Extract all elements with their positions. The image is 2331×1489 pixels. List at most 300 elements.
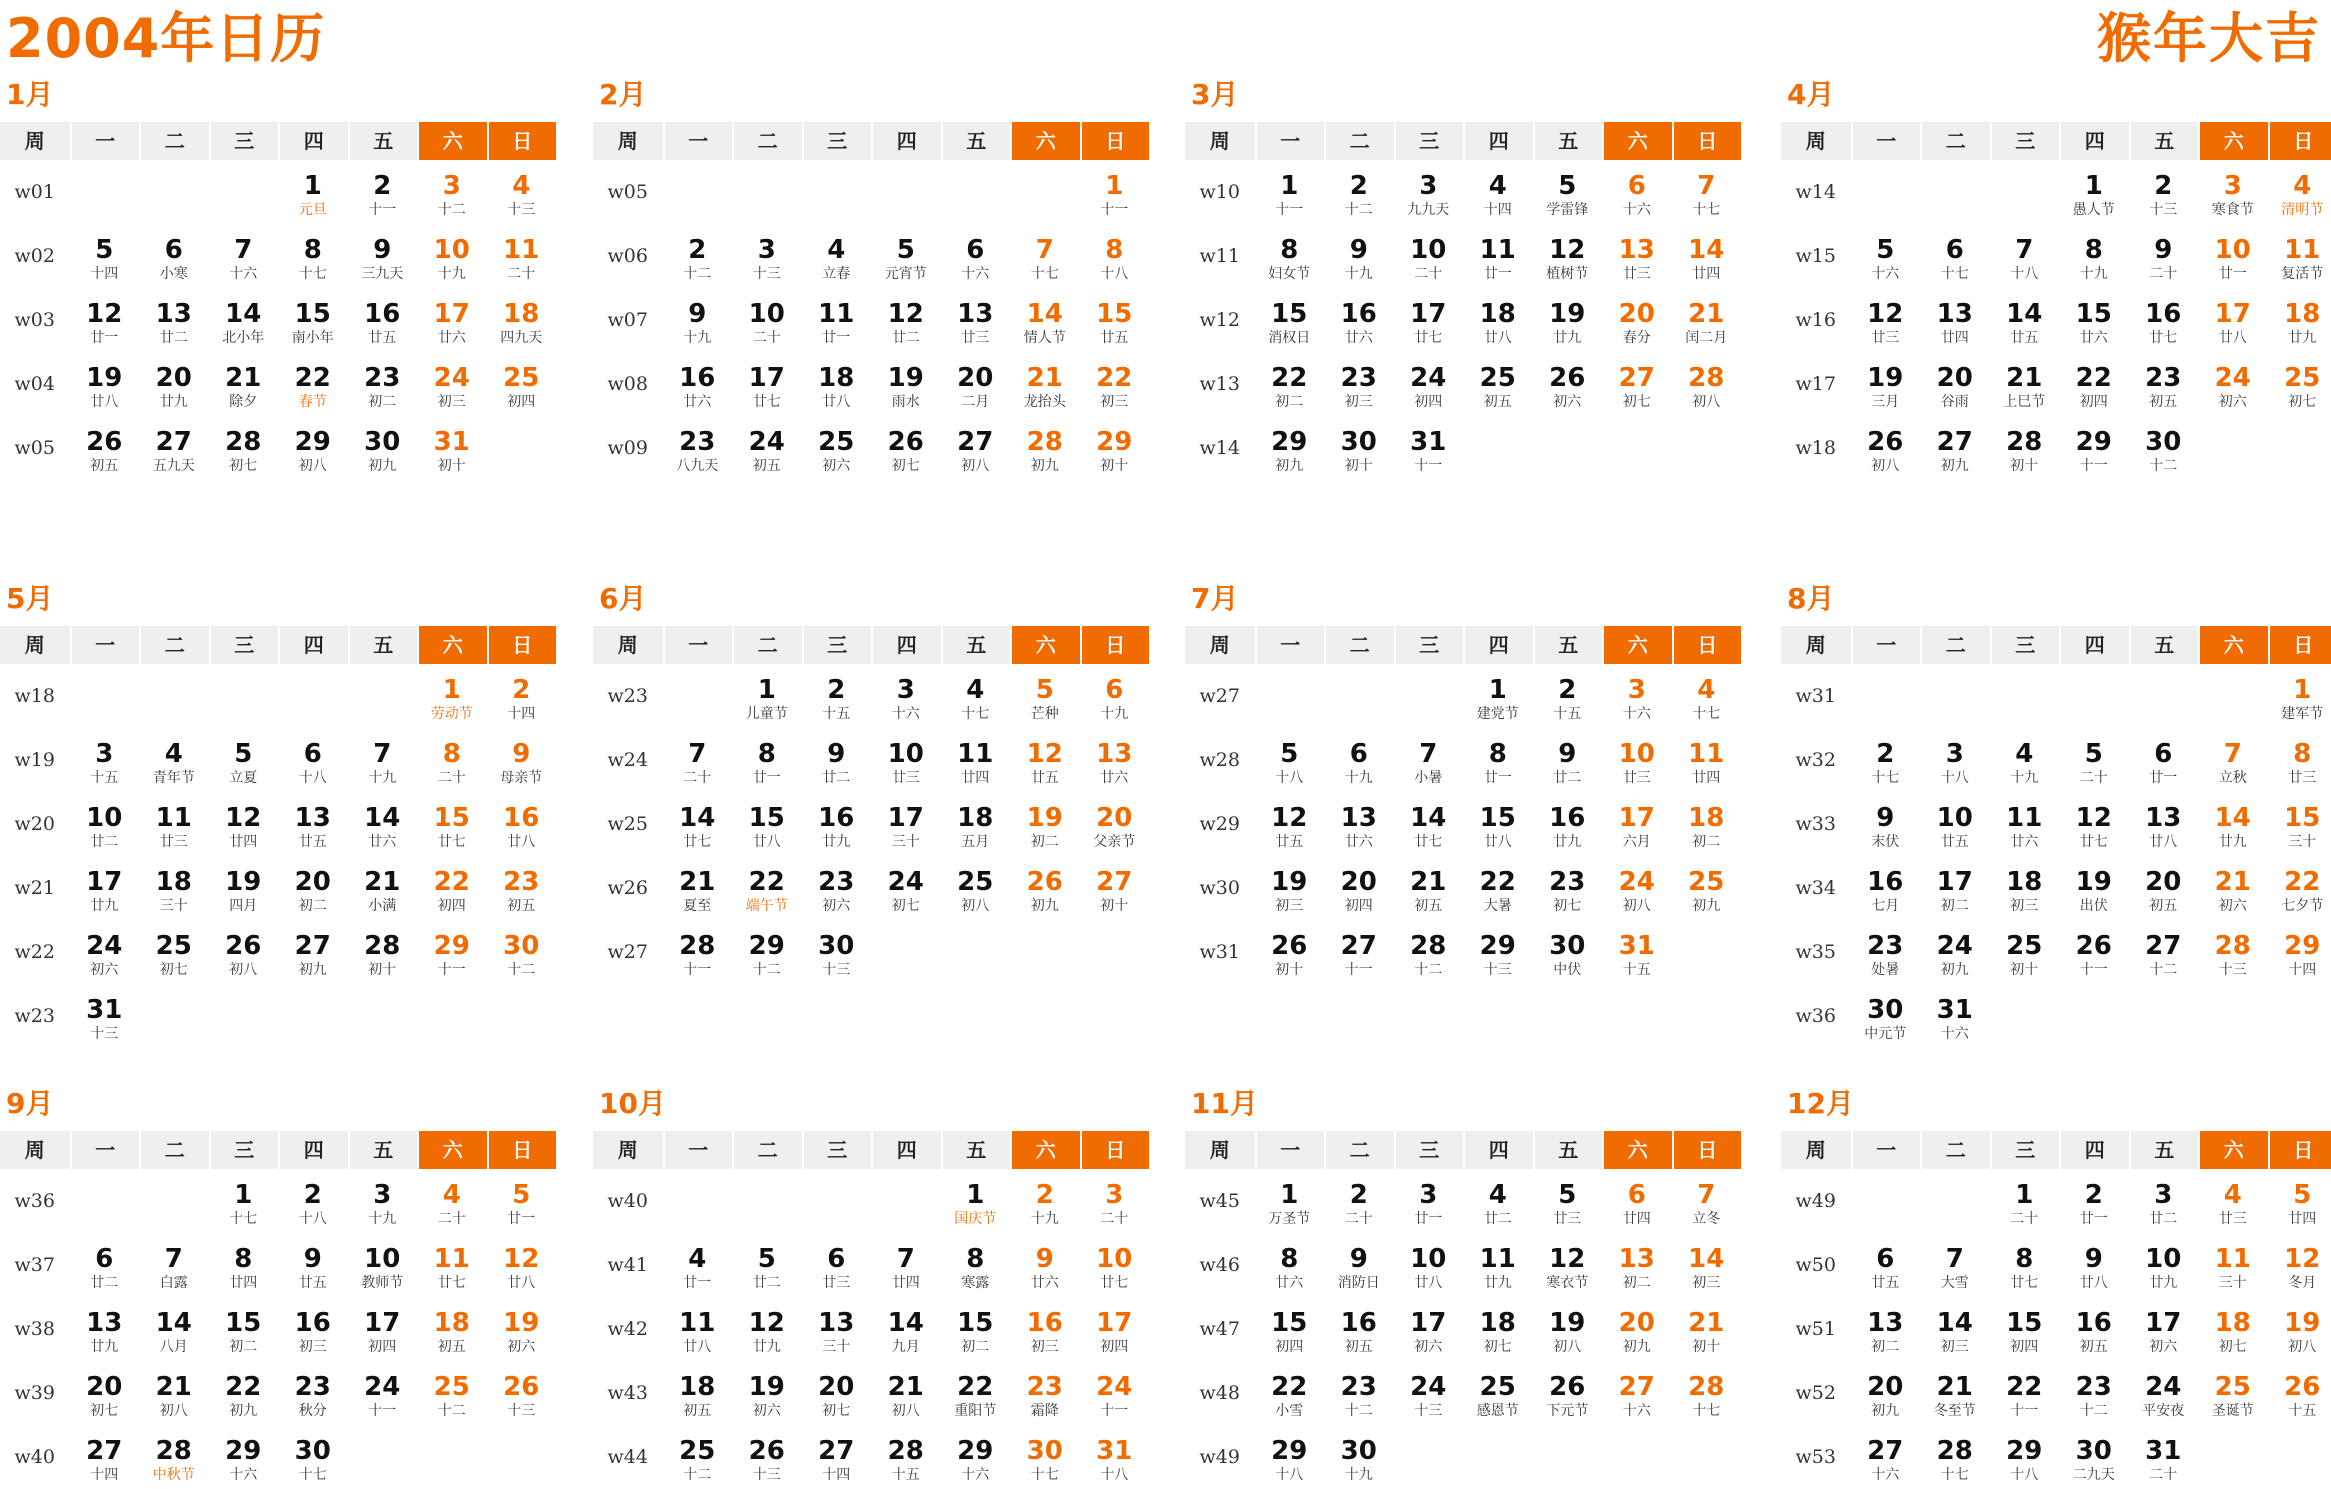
lunar-label: 初七 (1463, 1338, 1533, 1356)
day-cell (1394, 856, 1464, 920)
day-cell (1851, 984, 1921, 1048)
lunar-label: 初八 (941, 457, 1011, 475)
empty-cell (663, 160, 733, 224)
lunar-label: 建军节 (2268, 705, 2331, 723)
day-number: 30 (1533, 920, 1603, 961)
day-cell (1851, 416, 1921, 480)
weekday-header: 五 (941, 1131, 1011, 1169)
day-number: 6 (2129, 728, 2199, 769)
day-number: 28 (871, 1425, 941, 1466)
day-number: 15 (1080, 288, 1150, 329)
empty-cell (1672, 920, 1742, 984)
day-number: 19 (70, 352, 140, 393)
empty-cell (871, 1169, 941, 1233)
day-cell (2268, 352, 2331, 416)
day-number: 17 (1080, 1297, 1150, 1338)
lunar-label: 初八 (209, 961, 279, 979)
lunar-label: 初七 (70, 1402, 140, 1420)
day-number: 18 (941, 792, 1011, 833)
day-number: 24 (2129, 1361, 2199, 1402)
day-cell (1533, 728, 1603, 792)
weekday-header: 六 (1602, 122, 1672, 160)
day-cell (1324, 1361, 1394, 1425)
week-number: w02 (0, 224, 70, 288)
week-number: w26 (593, 856, 663, 920)
week-header-label: 周 (1185, 122, 1255, 160)
lunar-label: 儿童节 (732, 705, 802, 723)
day-cell (1394, 920, 1464, 984)
day-number: 14 (1672, 224, 1742, 265)
day-cell (1394, 224, 1464, 288)
day-number: 6 (139, 224, 209, 265)
day-cell (1080, 160, 1150, 224)
lunar-label: 初六 (732, 1402, 802, 1420)
empty-cell (278, 984, 348, 1048)
day-number: 7 (139, 1233, 209, 1274)
day-number: 22 (2059, 352, 2129, 393)
lunar-label: 十四 (487, 705, 557, 723)
day-cell (1920, 792, 1990, 856)
lunar-label: 六月 (1602, 833, 1672, 851)
day-cell (2198, 856, 2268, 920)
lunar-label: 初六 (2198, 897, 2268, 915)
day-cell (209, 224, 279, 288)
day-cell (2059, 728, 2129, 792)
day-number: 25 (1463, 352, 1533, 393)
day-number: 16 (278, 1297, 348, 1338)
day-cell (1533, 160, 1603, 224)
day-cell (1255, 288, 1325, 352)
lunar-label: 寒食节 (2198, 201, 2268, 219)
empty-cell (417, 984, 487, 1048)
week-number: w40 (0, 1425, 70, 1489)
day-number: 20 (941, 352, 1011, 393)
day-cell (802, 920, 872, 984)
lunar-label: 初九 (1255, 457, 1325, 475)
day-number: 26 (2059, 920, 2129, 961)
day-number: 24 (1394, 352, 1464, 393)
empty-cell (871, 920, 941, 984)
day-cell (732, 1361, 802, 1425)
day-cell (1463, 288, 1533, 352)
day-number: 13 (70, 1297, 140, 1338)
day-cell (1010, 1361, 1080, 1425)
day-cell (1920, 1425, 1990, 1489)
empty-cell (139, 160, 209, 224)
lunar-label: 除夕 (209, 393, 279, 411)
day-number: 27 (1602, 1361, 1672, 1402)
lunar-label: 初九 (348, 457, 418, 475)
weekday-header: 四 (1463, 626, 1533, 664)
weekday-header: 二 (732, 626, 802, 664)
day-number: 14 (1010, 288, 1080, 329)
day-cell (2198, 288, 2268, 352)
lunar-label: 十九 (417, 265, 487, 283)
day-cell (941, 1425, 1011, 1489)
lunar-label: 十一 (2059, 961, 2129, 979)
lunar-label: 廿三 (139, 833, 209, 851)
lunar-label: 廿七 (1990, 1274, 2060, 1292)
weekday-header: 四 (2059, 626, 2129, 664)
day-number: 18 (417, 1297, 487, 1338)
day-cell (278, 792, 348, 856)
month-block (0, 1085, 556, 1489)
day-cell (1463, 792, 1533, 856)
day-cell (732, 856, 802, 920)
lunar-label: 廿八 (1463, 833, 1533, 851)
day-cell (1255, 1233, 1325, 1297)
day-cell (278, 352, 348, 416)
week-header-label: 周 (0, 122, 70, 160)
week-number: w17 (1781, 352, 1851, 416)
lunar-label: 青年节 (139, 769, 209, 787)
day-number: 13 (1920, 288, 1990, 329)
day-number: 15 (209, 1297, 279, 1338)
day-cell (139, 856, 209, 920)
day-cell (1463, 1361, 1533, 1425)
lunar-label: 廿六 (348, 833, 418, 851)
day-cell (1851, 1361, 1921, 1425)
day-number: 7 (663, 728, 733, 769)
day-number: 1 (1255, 1169, 1325, 1210)
lunar-label: 廿七 (1394, 329, 1464, 347)
weekday-header: 四 (278, 122, 348, 160)
lunar-label: 廿三 (941, 329, 1011, 347)
lunar-label: 廿九 (1463, 1274, 1533, 1292)
day-number: 30 (487, 920, 557, 961)
weekday-header: 三 (1990, 1131, 2060, 1169)
empty-cell (348, 664, 418, 728)
lunar-label: 初三 (1324, 393, 1394, 411)
day-number: 11 (1463, 224, 1533, 265)
day-number: 7 (1672, 160, 1742, 201)
day-number: 29 (732, 920, 802, 961)
lunar-label: 三月 (1851, 393, 1921, 411)
lunar-label: 十四 (2268, 961, 2331, 979)
day-cell (348, 1297, 418, 1361)
day-cell (2198, 1169, 2268, 1233)
day-number: 11 (139, 792, 209, 833)
day-cell (1394, 160, 1464, 224)
lunar-label: 十九 (348, 1210, 418, 1228)
weekday-header: 一 (1851, 122, 1921, 160)
lunar-label: 二十 (732, 329, 802, 347)
day-cell (732, 1425, 802, 1489)
day-cell (1920, 224, 1990, 288)
day-cell (1255, 792, 1325, 856)
day-cell (487, 1233, 557, 1297)
week-number: w32 (1781, 728, 1851, 792)
lunar-label: 元宵节 (871, 265, 941, 283)
day-cell (1672, 160, 1742, 224)
day-number: 4 (2268, 160, 2331, 201)
weekday-header: 五 (348, 626, 418, 664)
day-number: 9 (1851, 792, 1921, 833)
empty-cell (1920, 1169, 1990, 1233)
day-number: 10 (348, 1233, 418, 1274)
day-cell (2268, 288, 2331, 352)
lunar-label: 十九 (348, 769, 418, 787)
day-cell (941, 792, 1011, 856)
weekday-header: 一 (70, 1131, 140, 1169)
day-number: 9 (1533, 728, 1603, 769)
lunar-label: 廿四 (1672, 265, 1742, 283)
day-cell (663, 856, 733, 920)
weekday-header: 日 (1672, 1131, 1742, 1169)
lunar-label: 四九天 (487, 329, 557, 347)
lunar-label: 十三 (2129, 201, 2199, 219)
day-number: 16 (1533, 792, 1603, 833)
day-cell (663, 792, 733, 856)
day-number: 13 (2129, 792, 2199, 833)
day-cell (487, 856, 557, 920)
day-cell (348, 728, 418, 792)
day-cell (2059, 224, 2129, 288)
day-number: 13 (1080, 728, 1150, 769)
lunar-label: 初十 (1672, 1338, 1742, 1356)
day-cell (139, 224, 209, 288)
day-cell (1394, 792, 1464, 856)
lunar-label: 廿六 (663, 393, 733, 411)
empty-cell (348, 984, 418, 1048)
day-number: 19 (1533, 288, 1603, 329)
day-cell (1463, 1233, 1533, 1297)
weekday-header: 六 (417, 1131, 487, 1169)
day-number: 8 (1255, 224, 1325, 265)
day-number: 10 (70, 792, 140, 833)
lunar-label: 闰二月 (1672, 329, 1742, 347)
day-number: 1 (941, 1169, 1011, 1210)
day-cell (1851, 1297, 1921, 1361)
lunar-label: 十二 (2129, 457, 2199, 475)
lunar-label: 十六 (1851, 1466, 1921, 1484)
weekday-header: 日 (2268, 1131, 2331, 1169)
day-number: 1 (732, 664, 802, 705)
day-cell (348, 160, 418, 224)
lunar-label: 廿三 (2268, 769, 2331, 787)
lunar-label: 三十 (802, 1338, 872, 1356)
month-block (1781, 1085, 2331, 1489)
lunar-label: 初八 (941, 897, 1011, 915)
empty-cell (1672, 1425, 1742, 1489)
day-cell (70, 224, 140, 288)
empty-cell (209, 160, 279, 224)
lunar-label: 小满 (348, 897, 418, 915)
empty-cell (70, 664, 140, 728)
day-cell (1463, 920, 1533, 984)
day-cell (1990, 1233, 2060, 1297)
week-number: w42 (593, 1297, 663, 1361)
lunar-label: 廿三 (1602, 265, 1672, 283)
lunar-label: 十六 (1851, 265, 1921, 283)
lunar-label: 初八 (1851, 457, 1921, 475)
month-block (1185, 1085, 1741, 1489)
day-number: 23 (1851, 920, 1921, 961)
week-number: w49 (1781, 1169, 1851, 1233)
lunar-label: 初二 (1920, 897, 1990, 915)
day-number: 25 (139, 920, 209, 961)
week-header-label: 周 (593, 626, 663, 664)
lunar-label: 愚人节 (2059, 201, 2129, 219)
day-cell (209, 1425, 279, 1489)
lunar-label: 十九 (1324, 1466, 1394, 1484)
day-number: 19 (1851, 352, 1921, 393)
day-number: 25 (487, 352, 557, 393)
day-cell (802, 856, 872, 920)
lunar-label: 初十 (1990, 961, 2060, 979)
month-name: 4月 (1781, 76, 2331, 114)
lunar-label: 廿九 (2198, 833, 2268, 851)
day-number: 19 (1533, 1297, 1603, 1338)
day-cell (1602, 792, 1672, 856)
day-cell (417, 224, 487, 288)
day-number: 22 (1080, 352, 1150, 393)
day-cell (1463, 224, 1533, 288)
day-number: 26 (1533, 352, 1603, 393)
day-number: 21 (348, 856, 418, 897)
day-cell (1080, 416, 1150, 480)
weekday-header: 六 (2198, 122, 2268, 160)
lunar-label: 廿五 (348, 329, 418, 347)
day-cell (1533, 792, 1603, 856)
day-cell (941, 288, 1011, 352)
lunar-label: 十七 (278, 265, 348, 283)
day-number: 9 (1324, 224, 1394, 265)
day-number: 27 (278, 920, 348, 961)
empty-cell (209, 664, 279, 728)
week-number: w09 (593, 416, 663, 480)
day-cell (1990, 1169, 2060, 1233)
weekday-header: 四 (871, 122, 941, 160)
lunar-label: 十一 (1394, 457, 1464, 475)
day-cell (2059, 1297, 2129, 1361)
lunar-label: 初五 (663, 1402, 733, 1420)
weekday-header: 五 (2129, 626, 2199, 664)
day-number: 12 (487, 1233, 557, 1274)
day-cell (871, 728, 941, 792)
day-cell (417, 792, 487, 856)
day-number: 16 (348, 288, 418, 329)
day-cell (1920, 984, 1990, 1048)
day-cell (1080, 728, 1150, 792)
day-cell (802, 728, 872, 792)
day-cell (802, 1233, 872, 1297)
day-number: 15 (732, 792, 802, 833)
day-cell (139, 1425, 209, 1489)
lunar-label: 廿一 (1463, 265, 1533, 283)
day-number: 23 (2059, 1361, 2129, 1402)
lunar-label: 学雷锋 (1533, 201, 1603, 219)
day-number: 26 (732, 1425, 802, 1466)
lunar-label: 十七 (1010, 1466, 1080, 1484)
lunar-label: 初十 (1990, 457, 2060, 475)
lunar-label: 廿七 (1080, 1274, 1150, 1292)
day-number: 22 (941, 1361, 1011, 1402)
day-cell (2268, 856, 2331, 920)
lunar-label: 十九 (1990, 769, 2060, 787)
day-cell (1324, 352, 1394, 416)
day-cell (1990, 920, 2060, 984)
day-cell (487, 664, 557, 728)
day-number: 8 (732, 728, 802, 769)
day-cell (1324, 224, 1394, 288)
day-number: 27 (1602, 352, 1672, 393)
lunar-label: 十九 (663, 329, 733, 347)
day-number: 25 (802, 416, 872, 457)
lunar-label: 中伏 (1533, 961, 1603, 979)
day-number: 4 (1463, 1169, 1533, 1210)
weekday-header: 二 (139, 626, 209, 664)
lunar-label: 初三 (1672, 1274, 1742, 1292)
day-cell (1672, 352, 1742, 416)
day-number: 21 (1990, 352, 2060, 393)
day-cell (1255, 416, 1325, 480)
lunar-label: 初四 (417, 897, 487, 915)
day-cell (2129, 288, 2199, 352)
day-number: 2 (663, 224, 733, 265)
lunar-label: 初六 (2198, 393, 2268, 411)
empty-cell (871, 160, 941, 224)
empty-cell (2198, 664, 2268, 728)
lunar-label: 廿七 (2129, 329, 2199, 347)
day-number: 2 (802, 664, 872, 705)
lunar-label: 十八 (1080, 1466, 1150, 1484)
weekday-header: 一 (1255, 122, 1325, 160)
day-number: 19 (871, 352, 941, 393)
day-number: 17 (417, 288, 487, 329)
week-number: w07 (593, 288, 663, 352)
day-number: 15 (1463, 792, 1533, 833)
lunar-label: 二十 (1080, 1210, 1150, 1228)
lunar-label: 廿六 (1990, 833, 2060, 851)
day-number: 9 (663, 288, 733, 329)
day-cell (1602, 728, 1672, 792)
lunar-label: 秋分 (278, 1402, 348, 1420)
day-number: 17 (348, 1297, 418, 1338)
day-number: 20 (1080, 792, 1150, 833)
day-cell (2129, 224, 2199, 288)
day-number: 7 (2198, 728, 2268, 769)
lunar-label: 廿四 (871, 1274, 941, 1292)
day-number: 23 (278, 1361, 348, 1402)
day-cell (487, 920, 557, 984)
day-cell (348, 1233, 418, 1297)
lunar-label: 二九天 (2059, 1466, 2129, 1484)
week-number: w41 (593, 1233, 663, 1297)
day-number: 11 (1990, 792, 2060, 833)
day-number: 25 (417, 1361, 487, 1402)
day-number: 14 (871, 1297, 941, 1338)
day-cell (1990, 792, 2060, 856)
lunar-label: 十七 (209, 1210, 279, 1228)
day-number: 18 (663, 1361, 733, 1402)
day-cell (1533, 920, 1603, 984)
day-number: 20 (1851, 1361, 1921, 1402)
day-number: 13 (941, 288, 1011, 329)
week-number: w24 (593, 728, 663, 792)
lunar-label: 初八 (1533, 1338, 1603, 1356)
day-number: 9 (487, 728, 557, 769)
lunar-label: 廿三 (1533, 1210, 1603, 1228)
day-cell (1010, 664, 1080, 728)
empty-cell (278, 664, 348, 728)
day-number: 9 (1010, 1233, 1080, 1274)
month-name: 11月 (1185, 1085, 1741, 1123)
lunar-label: 十八 (1920, 769, 1990, 787)
lunar-label: 廿四 (209, 1274, 279, 1292)
day-cell (209, 1297, 279, 1361)
day-number: 6 (941, 224, 1011, 265)
